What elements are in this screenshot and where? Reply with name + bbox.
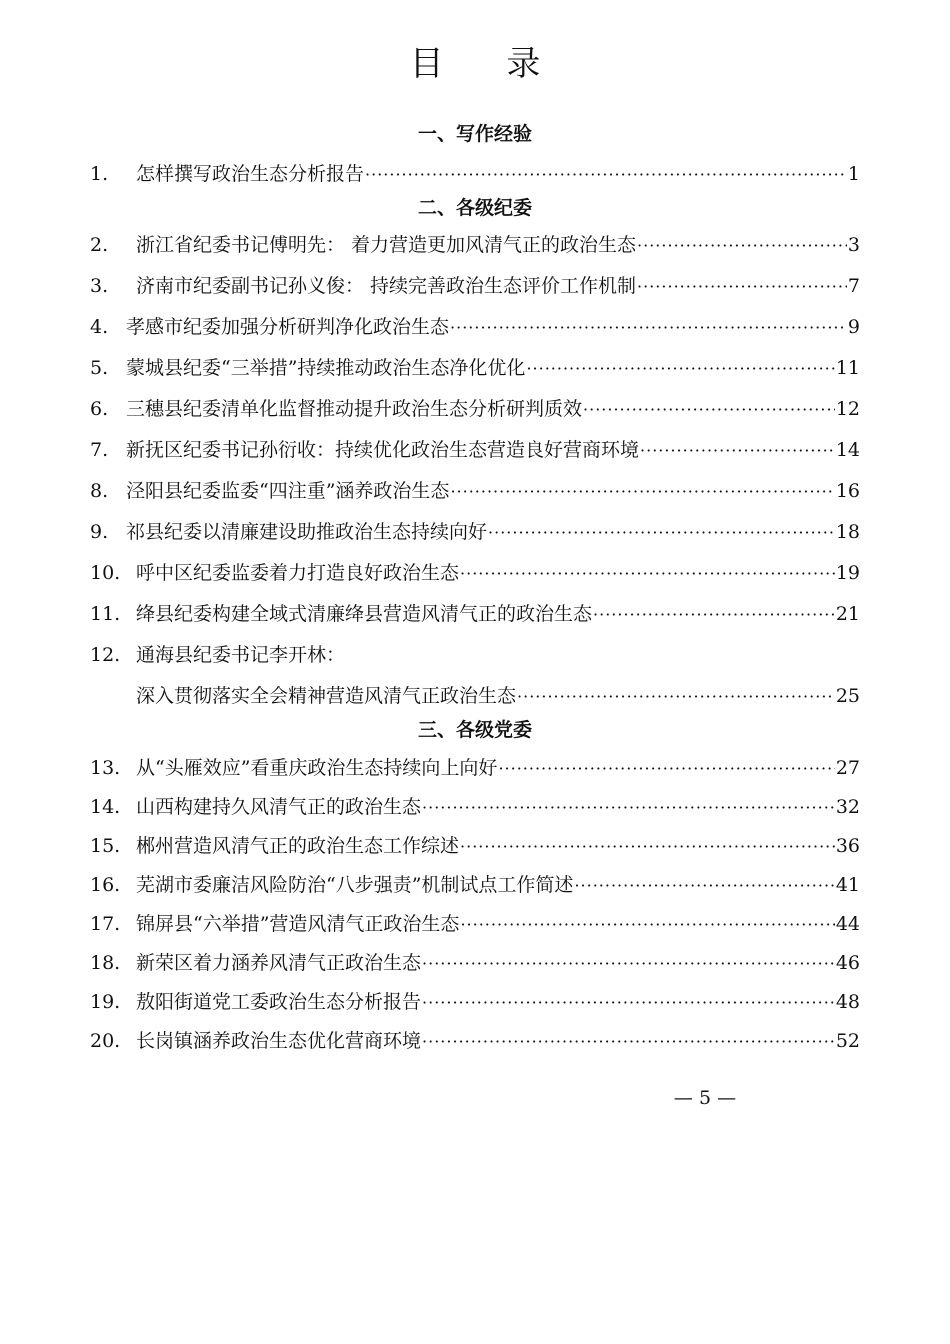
toc-entry-3[interactable] (90, 271, 860, 301)
toc-entry-18[interactable] (90, 948, 860, 978)
entry-title: 祁县纪委以清廉建设助推政治生态持续向好 (126, 521, 488, 543)
toc-entry-2[interactable] (90, 230, 860, 260)
dot-leader (574, 871, 834, 901)
entry-page: 12 (835, 398, 860, 420)
section-heading-party-committees: 三、各级党委 (417, 719, 532, 741)
dot-leader (640, 436, 835, 466)
dot-leader (460, 832, 835, 862)
entry-page: 19 (835, 562, 860, 584)
entry-title: 锦屏县“六举措”营造风清气正政治生态 (136, 913, 460, 935)
toc-entry-12-continuation[interactable] (136, 681, 860, 711)
entry-page: 1 (847, 163, 860, 185)
entry-title: 济南市纪委副书记孙义俊： 持续完善政治生态评价工作机制 (136, 275, 637, 297)
entry-title: 蒙城县纪委“三举措”持续推动政治生态净化优化 (126, 357, 526, 379)
toc-entry-14[interactable] (90, 792, 860, 822)
entry-number: 12. (90, 644, 121, 666)
entry-title: 长岗镇涵养政治生态优化营商环境 (136, 1030, 422, 1052)
entry-number: 14. (90, 796, 121, 818)
entry-title: 芜湖市委廉洁风险防治“八步强责”机制试点工作简述 (136, 874, 574, 896)
entry-title: 新抚区纪委书记孙衍收：持续优化政治生态营造良好营商环境 (126, 439, 640, 461)
entry-page: 41 (835, 874, 860, 896)
entry-number: 6. (90, 398, 109, 420)
dot-leader (422, 949, 835, 979)
dot-leader (488, 518, 835, 548)
toc-entry-4[interactable] (90, 312, 860, 342)
entry-number: 4. (90, 316, 109, 338)
entry-page: 36 (835, 835, 860, 857)
dot-leader (583, 395, 835, 425)
entry-title: 敖阳街道党工委政治生态分析报告 (136, 991, 422, 1013)
toc-entry-16[interactable] (90, 870, 860, 900)
dot-leader (422, 793, 835, 823)
entry-title: 泾阳县纪委监委“四注重”涵养政治生态 (126, 480, 450, 502)
entry-page: 21 (835, 603, 860, 625)
toc-entry-10[interactable] (90, 558, 860, 588)
entry-page: 32 (835, 796, 860, 818)
toc-entry-12[interactable] (90, 640, 860, 670)
entry-number: 5. (90, 357, 109, 379)
entry-number: 3. (90, 275, 109, 297)
entry-title: 浙江省纪委书记傅明先： 着力营造更加风清气正的政治生态 (136, 234, 637, 256)
entry-page: 14 (835, 439, 860, 461)
entry-title: 怎样撰写政治生态分析报告 (136, 163, 365, 185)
entry-number: 17. (90, 913, 121, 935)
dot-leader (450, 313, 847, 343)
entry-title: 郴州营造风清气正的政治生态工作综述 (136, 835, 460, 857)
toc-entry-5[interactable] (90, 353, 860, 383)
dot-leader (422, 1027, 835, 1057)
entry-page: 48 (835, 991, 860, 1013)
entry-number: 16. (90, 874, 121, 896)
entry-title: 孝感市纪委加强分析研判净化政治生态 (126, 316, 450, 338)
entry-page: 52 (835, 1030, 860, 1052)
entry-number: 2. (90, 234, 109, 256)
entry-page: 7 (847, 275, 860, 297)
entry-number: 9. (90, 521, 109, 543)
entry-number: 11. (90, 603, 121, 625)
entry-number: 15. (90, 835, 121, 857)
entry-page: 16 (835, 480, 860, 502)
entry-page: 11 (835, 357, 860, 379)
entry-page: 25 (835, 685, 860, 707)
dot-leader (498, 754, 834, 784)
toc-entry-15[interactable] (90, 831, 860, 861)
entry-number: 7. (90, 439, 109, 461)
dot-leader (422, 988, 835, 1018)
toc-entry-17[interactable] (90, 909, 860, 939)
toc-entry-6[interactable] (90, 394, 860, 424)
page-number-footer: — 5 — (673, 1087, 737, 1109)
entry-number: 1. (90, 163, 109, 185)
toc-entry-7[interactable] (90, 435, 860, 465)
entry-number: 13. (90, 757, 121, 779)
entry-number: 8. (90, 480, 109, 502)
dot-leader (365, 160, 847, 190)
entry-page: 18 (835, 521, 860, 543)
entry-number: 18. (90, 952, 121, 974)
dot-leader (637, 231, 847, 261)
section-heading-writing-experience: 一、写作经验 (417, 123, 532, 145)
entry-title: 三穗县纪委清单化监督推动提升政治生态分析研判质效 (126, 398, 583, 420)
entry-title: 山西构建持久风清气正的政治生态 (136, 796, 422, 818)
entry-page: 27 (835, 757, 860, 779)
entry-page: 46 (835, 952, 860, 974)
toc-entry-9[interactable] (90, 517, 860, 547)
entry-page: 9 (847, 316, 860, 338)
entry-title: 绛县纪委构建全域式清廉绛县营造风清气正的政治生态 (136, 603, 593, 625)
toc-entry-20[interactable] (90, 1026, 860, 1056)
toc-entry-1[interactable] (90, 159, 860, 189)
toc-entry-13[interactable] (90, 753, 860, 783)
entry-title: 通海县纪委书记李开林： (136, 644, 346, 666)
entry-number: 10. (90, 562, 121, 584)
entry-title: 呼中区纪委监委着力打造良好政治生态 (136, 562, 460, 584)
entry-title: 从“头雁效应”看重庆政治生态持续向上向好 (136, 757, 498, 779)
dot-leader (637, 272, 847, 302)
dot-leader (460, 910, 834, 940)
dot-leader (517, 682, 835, 712)
section-heading-discipline-committees: 二、各级纪委 (417, 197, 532, 219)
toc-entry-19[interactable] (90, 987, 860, 1017)
entry-page: 44 (835, 913, 860, 935)
dot-leader (593, 600, 835, 630)
toc-entry-8[interactable] (90, 476, 860, 506)
dot-leader (526, 354, 834, 384)
dot-leader (460, 559, 835, 589)
toc-entry-11[interactable] (90, 599, 860, 629)
page-title: 目 录 (409, 44, 567, 84)
entry-page: 3 (847, 234, 860, 256)
entry-title: 深入贯彻落实全会精神营造风清气正政治生态 (136, 685, 517, 707)
dot-leader (450, 477, 834, 507)
entry-number: 20. (90, 1030, 121, 1052)
entry-title: 新荣区着力涵养风清气正政治生态 (136, 952, 422, 974)
entry-number: 19. (90, 991, 121, 1013)
